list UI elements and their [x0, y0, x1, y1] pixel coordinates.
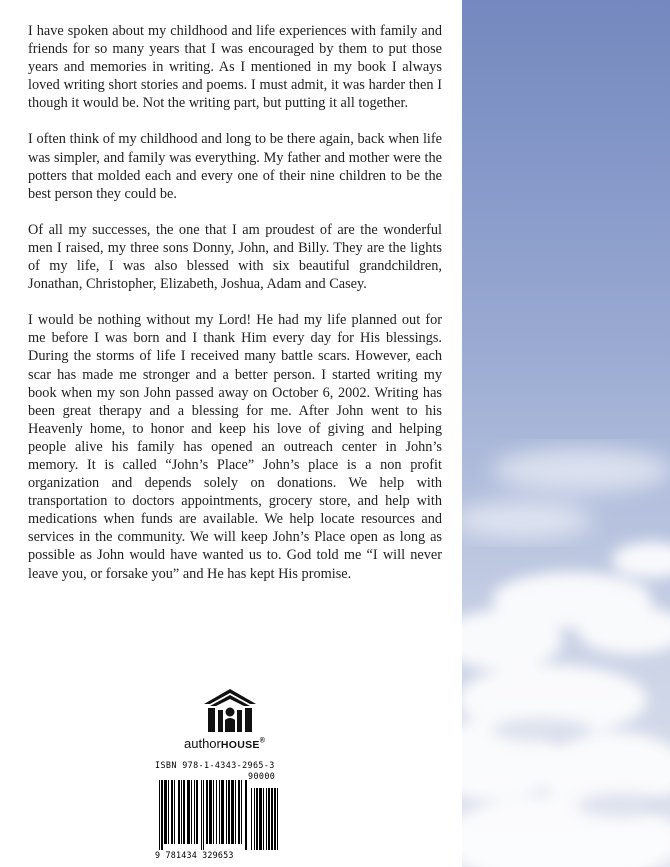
paragraph-2: I often think of my childhood and long to be there again, back when life was simpler, and family was everything. My father and mother were the potters that molded each and every one of their nine children to be the best person they could be. — [28, 131, 442, 202]
addon-code: 90000 — [248, 771, 276, 781]
paragraph-3: Of all my successes, the one that I am proudest of are the wonderful men I raised, my three sons Donny, John, and Billy. They are the lights of my life, I was also blessed with six beautiful grandchildren, Jonathan, Christopher, Elizabeth, Joshua, Adam and Casey. — [28, 221, 442, 293]
registered-mark: ® — [259, 737, 265, 745]
barcode-digits: 9 781434 329653 — [155, 850, 234, 860]
publisher-name-house: HOUSE — [220, 739, 260, 751]
sky-image-panel — [462, 0, 670, 867]
blurb-text-column — [28, 22, 442, 601]
paragraph-1: I have spoken about my childhood and life experiences with family and friends for so many years that I was encouraged by them to put those years and memories in writing. As I mentioned in my book I always loved writing short stories and poems. I must admit, it was harder then I though it would be. Not the writing part, but putting it all together. — [28, 23, 442, 112]
isbn-barcode-block — [155, 760, 281, 864]
publisher-wordmark — [184, 736, 304, 751]
paragraph-4: I would be nothing without my Lord! He had my life planned out for me before I was born and I thank Him every day for His blessings. During the storms of life I received many battle scars. However, each scar has made me stronger and a better person. I started writing my book when my son John passed away on October 6, 2002. Writing has been great therapy and a blessing for me. After John went to his Heavenly home, to honor and keep his love of giving and helping people alive his family has opened an outreach center in John’s memory. It is called “John’s Place” John’s place is a non profit organization and depends solely on donations. We help with transportation to doctors appointments, grocery store, and help with medications when funds are available. We help locate resources and services in the community. We will keep John’s Place open as long as possible as John would have wanted us to. God told me “I will never leave you, or forsake you” and He has kept His promise. — [28, 312, 442, 582]
authorhouse-logo-icon — [200, 686, 260, 734]
clouds-image — [462, 0, 670, 867]
isbn-label: ISBN 978-1-4343-2965-3 — [155, 760, 275, 770]
barcode-icon — [155, 780, 281, 852]
publisher-name-author: author — [184, 736, 221, 751]
